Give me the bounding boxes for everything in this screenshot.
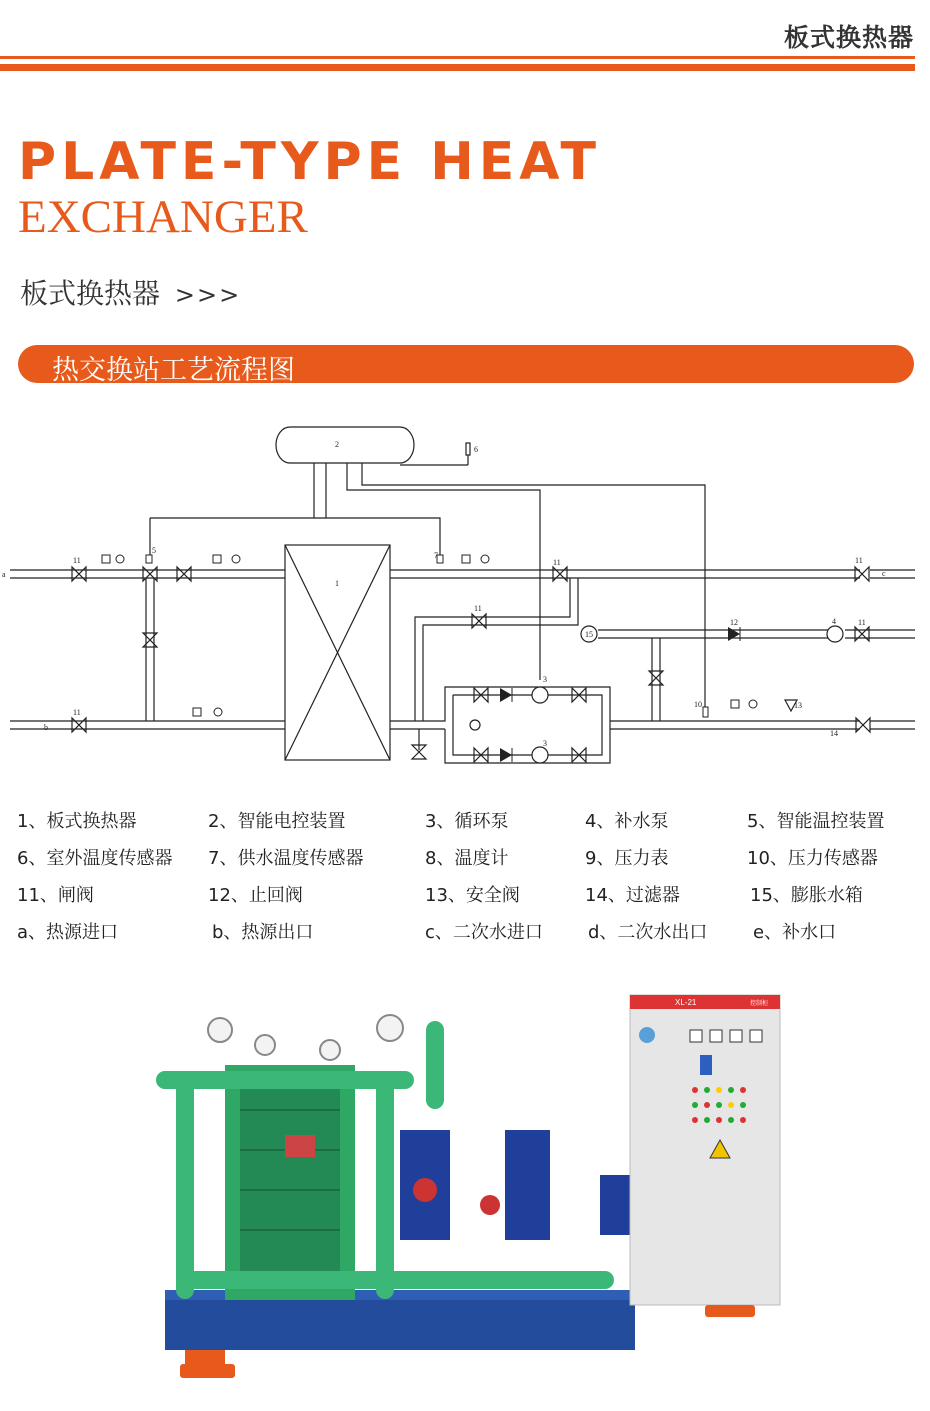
svg-text:a: a [2,570,6,579]
svg-text:11: 11 [858,618,866,627]
svg-text:13: 13 [794,701,802,710]
subhead-label: 板式换热器 [20,277,161,310]
svg-text:4: 4 [832,617,836,626]
svg-text:12: 12 [730,618,738,627]
hero-title-line2: EXCHANGER [18,191,308,243]
legend-item: 9、压力表 [585,848,669,869]
circulation-pump-icon [532,687,548,703]
legend-item: 3、循环泵 [425,811,509,832]
svg-text:c: c [882,569,886,578]
legend-item: 1、板式换热器 [17,811,137,832]
svg-text:11: 11 [474,604,482,613]
product-photo [145,990,795,1410]
circulation-pump-icon [532,747,548,763]
banner-label: 热交换站工艺流程图 [52,355,295,386]
legend-item: a、热源进口 [17,922,119,943]
legend-item: 4、补水泵 [585,811,669,832]
svg-text:11: 11 [73,556,81,565]
legend-item: 11、闸阀 [17,885,94,906]
legend-item: 13、安全阀 [425,885,520,906]
legend-item: 5、智能温控装置 [747,811,885,832]
legend-item: e、补水口 [753,922,837,943]
svg-text:15: 15 [585,630,593,639]
outdoor-sensor-icon [466,443,470,455]
expansion-tank-shape [276,427,414,463]
svg-text:2: 2 [335,440,339,449]
svg-text:XL-21: XL-21 [675,998,697,1007]
svg-text:11: 11 [855,556,863,565]
process-flow-diagram [0,395,930,785]
svg-text:10: 10 [694,700,702,709]
svg-text:11: 11 [73,708,81,717]
svg-text:6: 6 [474,445,478,454]
legend-item: 8、温度计 [425,848,509,869]
legend-item: c、二次水进口 [425,922,543,943]
section-banner [18,345,914,386]
subhead-arrows: >>> [174,281,242,309]
legend-item: 6、室外温度传感器 [17,848,173,869]
svg-text:11: 11 [553,558,561,567]
svg-text:b: b [44,723,48,732]
makeup-pump-icon [827,626,843,642]
legend-item: 14、过滤器 [585,885,680,906]
svg-text:7: 7 [434,551,438,560]
svg-text:3: 3 [543,675,547,684]
svg-text:5: 5 [152,546,156,555]
svg-text:3: 3 [543,739,547,748]
legend-item: 2、智能电控装置 [208,811,346,832]
section-subhead [20,272,241,312]
header-rule-thin [0,56,915,59]
legend-item: d、二次水出口 [588,922,708,943]
legend-item: b、热源出口 [212,922,314,943]
legend-item: 12、止回阀 [208,885,303,906]
hero-title-line1: PLATE-TYPE HEAT [18,132,601,192]
legend-item: 7、供水温度传感器 [208,848,364,869]
legend-item: 10、压力传感器 [747,848,878,869]
svg-text:14: 14 [830,729,838,738]
header-title: 板式换热器 [783,23,914,52]
header-rule-thick [0,64,915,71]
legend-item: 15、膨胀水箱 [750,885,863,906]
svg-text:1: 1 [335,579,339,588]
svg-text:控制柜: 控制柜 [750,1000,769,1007]
